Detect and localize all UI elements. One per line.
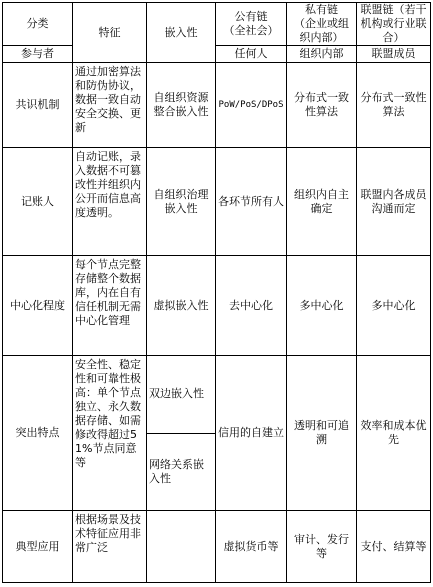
table-row [3,148,431,256]
row-consortium: 效率和成本优先 [357,356,431,511]
row-public: 虚拟货币等 [216,511,287,583]
row-embedding: 自组织资源整合嵌入性 [147,63,216,148]
row-public: PoW/PoS/DPoS [216,63,287,148]
row-embedding [147,511,216,583]
row-consortium: 多中心化 [357,256,431,356]
embedding-bilateral: 双边嵌入性 [149,387,204,401]
row-feature: 每个节点完整存储整个数据库，内在自有信任机制无需中心化管理 [73,256,147,356]
header-feature: 特征 [73,3,147,63]
header-consortium-chain: 联盟链（若干机构或行业联合） [357,3,431,46]
row-consortium: 联盟内各成员沟通而定 [357,148,431,256]
row-feature: 安全性、稳定性和可靠性极高：单个节点独立、永久数据存储、如需修改得超过51%节点同意等 [73,356,147,511]
header-private-chain: 私有链 （企业或组织内部） [287,3,357,46]
row-public: 去中心化 [216,256,287,356]
row-embedding [147,356,216,511]
participants-row [3,46,431,63]
participants-label: 参与者 [3,46,73,63]
row-feature: 自动记账，录入数据不可篡改性并组织内公开而信息高度透明。 [73,148,147,256]
blockchain-comparison-table [2,2,431,583]
header-public-chain: 公有链 （全社会） [216,3,287,46]
row-private: 审计、发行等 [287,511,357,583]
participants-private: 组织内部 [287,46,357,63]
row-private: 透明和可追溯 [287,356,357,511]
table-row [3,356,431,511]
table-row [3,63,431,148]
participants-public: 任何人 [216,46,287,63]
row-label: 记账人 [3,148,73,256]
row-private: 分布式一致性算法 [287,63,357,148]
row-private: 多中心化 [287,256,357,356]
row-embedding: 虚拟嵌入性 [147,256,216,356]
row-embedding: 自组织治理嵌入性 [147,148,216,256]
header-category: 分类 [3,3,73,46]
row-consortium: 支付、结算等 [357,511,431,583]
row-consortium: 分布式一致性算法 [357,63,431,148]
table-row [3,511,431,583]
row-feature: 根据场景及技术特征应用非常广泛 [73,511,147,583]
row-private: 组织内自主确定 [287,148,357,256]
header-row [3,3,431,46]
row-label: 突出特点 [3,356,73,511]
table-row [3,256,431,356]
row-public: 信用的自建立 [216,356,287,511]
embedding-network: 网络关系嵌入性 [147,433,215,511]
participants-consortium: 联盟成员 [357,46,431,63]
row-label: 典型应用 [3,511,73,583]
row-label: 共识机制 [3,63,73,148]
header-embedding: 嵌入性 [147,3,216,63]
row-public: 各环节所有人 [216,148,287,256]
row-feature: 通过加密算法和防伪协议，数据一致自动安全交换、更新 [73,63,147,148]
row-label: 中心化程度 [3,256,73,356]
